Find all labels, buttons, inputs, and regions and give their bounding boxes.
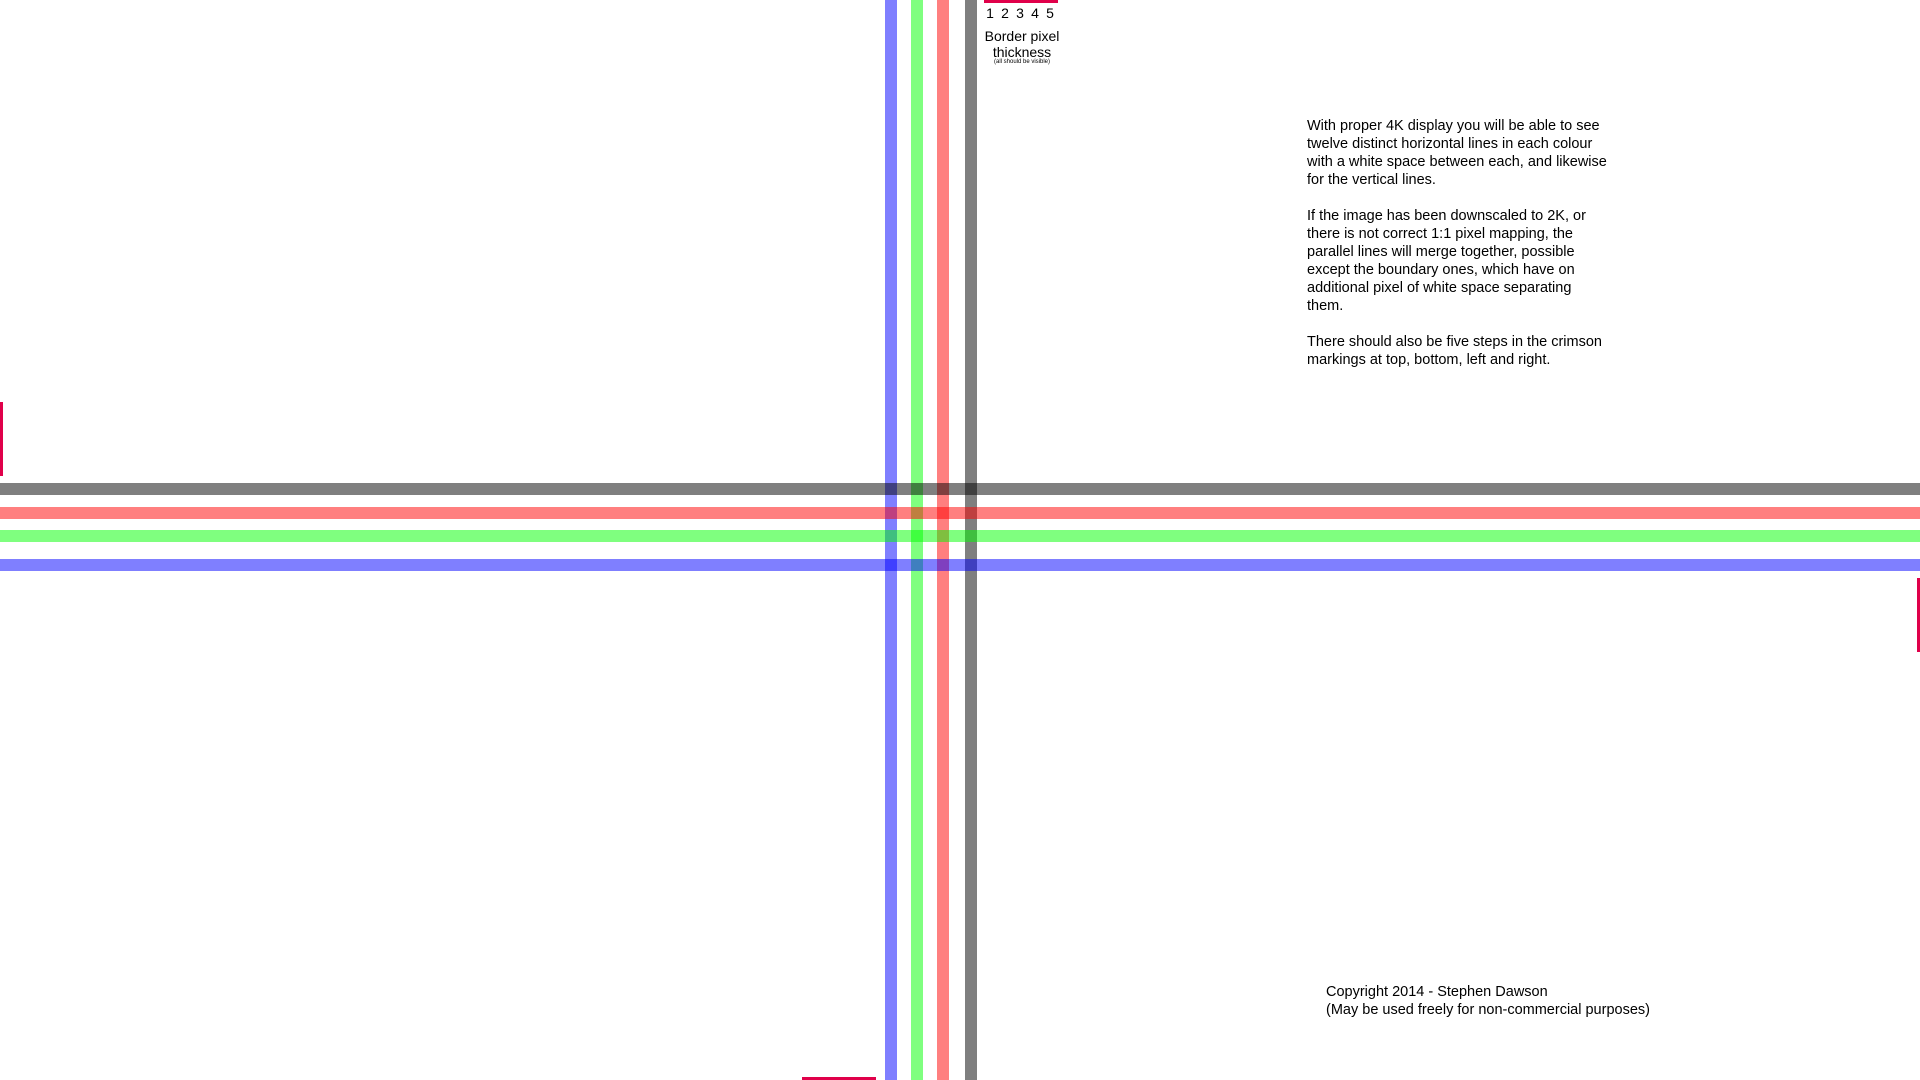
thickness-number: 1 (986, 5, 994, 21)
instructions-text (1307, 117, 1607, 387)
horizontal-red-lines (0, 507, 1920, 519)
thickness-number: 2 (1001, 5, 1009, 21)
border-thickness-numbers (986, 5, 1054, 21)
thickness-number: 3 (1016, 5, 1024, 21)
horizontal-black-lines (0, 483, 1920, 495)
copyright-notice (1326, 983, 1650, 1019)
instructions-paragraph: If the image has been downscaled to 2K, or there is not correct 1:1 pixel mapping, the parallel lines will merge together, possible except the boundary ones, which have on additional pixel of white space separating them. (1307, 208, 1586, 314)
thickness-number: 4 (1031, 5, 1039, 21)
instructions-paragraph: With proper 4K display you will be able to see twelve distinct horizontal lines in each colour with a white space between each, and likewise for the vertical lines. (1307, 118, 1607, 188)
border-thickness-note: (all should be visible) (993, 59, 1051, 65)
top-crimson-marking (984, 0, 1058, 3)
horizontal-green-lines (0, 530, 1920, 542)
horizontal-blue-lines (0, 559, 1920, 571)
border-thickness-label: Border pixel thickness (984, 28, 1060, 60)
instructions-paragraph: There should also be five steps in the crimson markings at top, bottom, left and right. (1307, 334, 1602, 368)
thickness-number: 5 (1046, 5, 1054, 21)
copyright-line: Copyright 2014 - Stephen Dawson (1326, 984, 1548, 1000)
copyright-license: (May be used freely for non-commercial purposes) (1326, 1002, 1650, 1018)
left-crimson-marking (0, 402, 3, 476)
